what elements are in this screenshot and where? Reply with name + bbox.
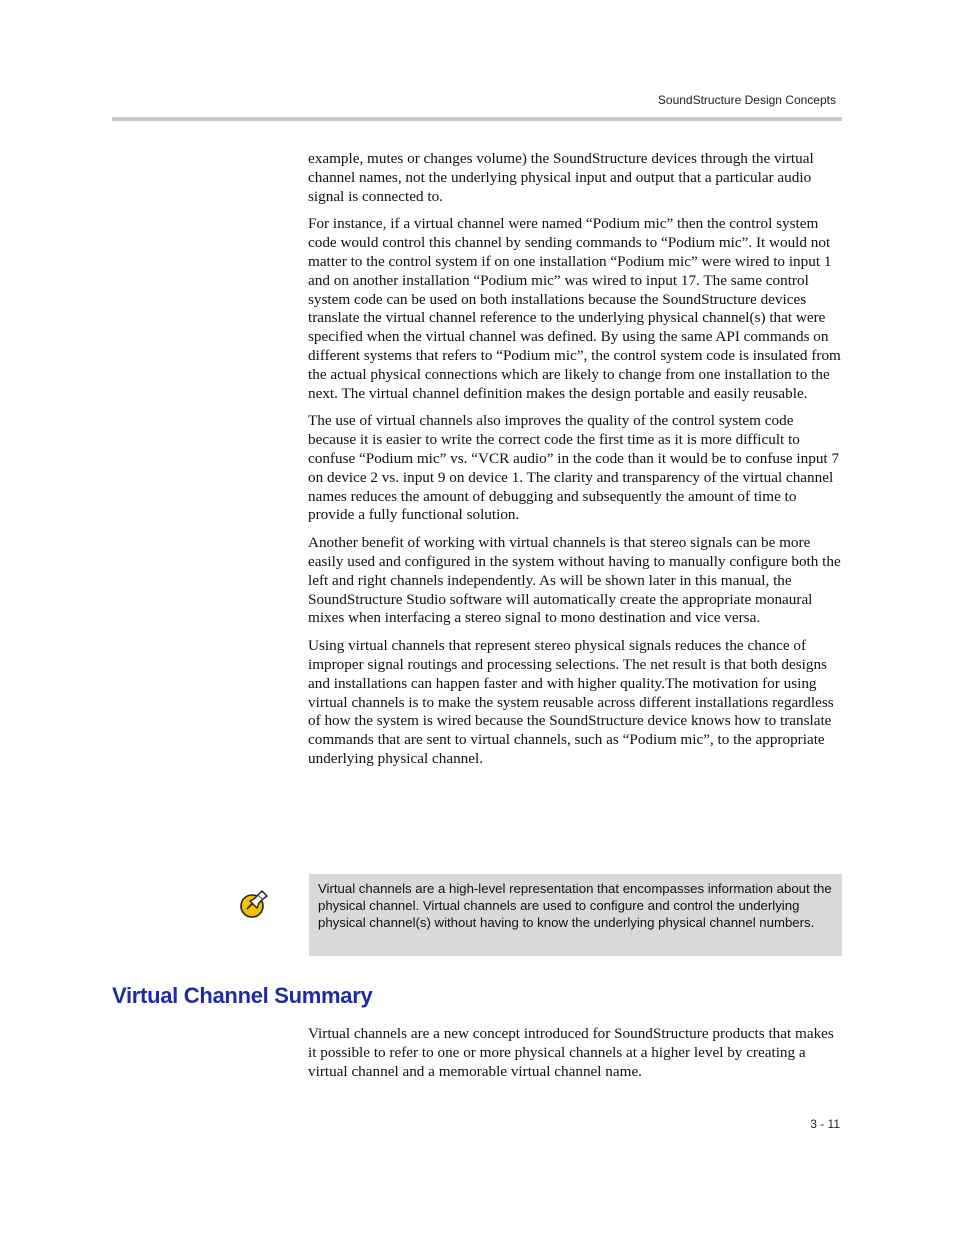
summary-text-block: [308, 1025, 842, 1090]
body-paragraph: For instance, if a virtual channel were named “Podium mic” then the control system code would control this channel by sending commands to “Podium mic”. It would not matter to the control system if on one installation “Podium mic” were wired to input 1 and on another installation “Podium mic” was wired to input 17. The same control system code can be used on both installations because the SoundStructure devices translate the virtual channel reference to the underlying physical channel(s) that were specified when the virtual channel was defined. By using the same API commands on different systems that refers to “Podium mic”, the control system code is insulated from the actual physical connections which are likely to change from one installation to the next. The virtual channel definition makes the design portable and easily reusable.: [308, 215, 841, 402]
note-callout: Virtual channels are a high-level representation that encompasses information about the physical channel. Virtual channels are used to configure and control the underlying physical channel(s) without having to know the underlying physical channel numbers.: [309, 874, 842, 956]
running-header-title: SoundStructure Design Concepts: [657, 93, 836, 107]
section-heading: Virtual Channel Summary: [112, 983, 373, 1008]
note-pin-icon: [238, 886, 270, 920]
body-paragraph: Another benefit of working with virtual channels is that stereo signals can be more easily used and configured in the system without having to manually configure both the left and right channels independently. As will be shown later in this manual, the SoundStructure Studio software will automatically create the appropriate monaural mixes when interfacing a stereo signal to mono destination and vice versa.: [308, 534, 841, 627]
body-paragraph: example, mutes or changes volume) the SoundStructure devices through the virtual channel names, not the underlying physical input and output that a particular audio signal is connected to.: [308, 150, 814, 205]
header-divider: [112, 117, 842, 121]
main-text-block: [308, 150, 842, 778]
page-number: 3 - 11: [810, 1117, 840, 1131]
body-paragraph: The use of virtual channels also improves the quality of the control system code because it is easier to write the correct code the first time as it is more difficult to confuse “Podium mic” vs. “VCR audio” in the code than it would be to confuse input 7 on device 2 vs. input 9 on device 1. The clarity and transparency of the virtual channel names reduces the amount of debugging and subsequently the amount of time to provide a fully functional solution.: [308, 412, 840, 524]
body-paragraph: Using virtual channels that represent stereo physical signals reduces the chance of improper signal routings and processing selections. The net result is that both designs and installations can happen faster and with higher quality.The motivation for using virtual channels is to make the system reusable across different installations regardless of how the system is wired because the SoundStructure device knows how to translate commands that are sent to virtual channels, such as “Podium mic”, to the appropriate underlying physical channel.: [308, 637, 834, 767]
body-paragraph: Virtual channels are a new concept introduced for SoundStructure products that makes it possible to refer to one or more physical channels at a higher level by creating a virtual channel and a memorable virtual channel name.: [308, 1025, 834, 1080]
